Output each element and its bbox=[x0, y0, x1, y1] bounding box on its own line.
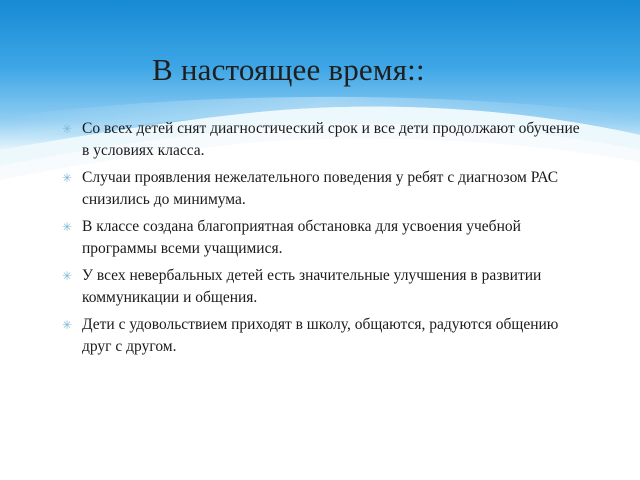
asterisk-bullet-icon: ✳ bbox=[62, 220, 73, 234]
asterisk-bullet-icon: ✳ bbox=[62, 122, 73, 136]
asterisk-bullet-icon: ✳ bbox=[62, 171, 73, 185]
asterisk-bullet-icon: ✳ bbox=[62, 269, 73, 283]
slide-title: В настоящее время:: bbox=[152, 52, 425, 87]
bullet-text: Дети с удовольствием приходят в школу, общаются, радуются общению друг с другом. bbox=[82, 316, 559, 355]
bullet-text: Со всех детей снят диагностический срок и все дети продолжают обучение в условиях класса. bbox=[82, 120, 580, 159]
bullet-text: В классе создана благоприятная обстановка для усвоения учебной программы всеми учащимися. bbox=[82, 218, 521, 257]
list-item bbox=[62, 265, 582, 309]
bullet-text: У всех невербальных детей есть значительные улучшения в развитии коммуникации и общения. bbox=[82, 267, 542, 306]
bullet-text: Случаи проявления нежелательного поведения у ребят с диагнозом РАС снизились до минимума. bbox=[82, 169, 559, 208]
asterisk-bullet-icon: ✳ bbox=[62, 318, 73, 332]
list-item bbox=[62, 118, 582, 162]
list-item bbox=[62, 216, 582, 260]
list-item bbox=[62, 167, 582, 211]
list-item bbox=[62, 314, 582, 358]
bullet-list bbox=[62, 118, 582, 363]
